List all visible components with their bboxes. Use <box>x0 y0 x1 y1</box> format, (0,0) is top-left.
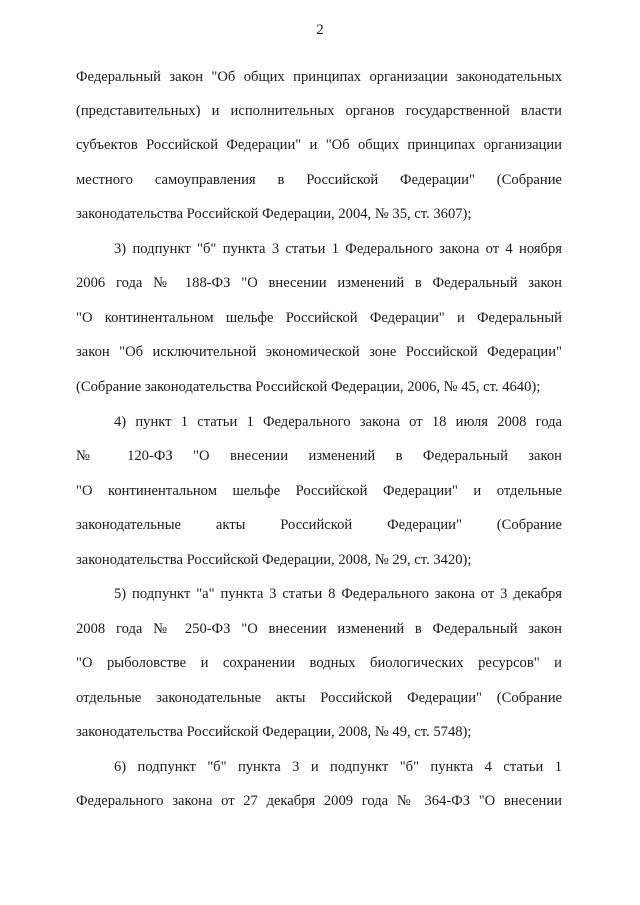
text-line: "О рыболовстве и сохранении водных биологических ресурсов" и <box>76 655 562 671</box>
page-number: 2 <box>316 22 324 38</box>
text-line: 3) подпункт "б" пункта 3 статьи 1 Федерального закона от 4 ноября <box>114 241 562 257</box>
text-line: закон "Об исключительной экономической зоне Российской Федерации" <box>76 344 562 360</box>
text-line: субъектов Российской Федерации" и "Об общих принципах организации <box>76 137 562 153</box>
text-line: Федерального закона от 27 декабря 2009 года № 364-ФЗ "О внесении <box>76 793 562 809</box>
text-line: законодательства Российской Федерации, 2004, № 35, ст. 3607); <box>76 206 472 222</box>
text-line: (Собрание законодательства Российской Федерации, 2006, № 45, ст. 4640); <box>76 379 541 395</box>
text-line: местного самоуправления в Российской Федерации" (Собрание <box>76 172 562 188</box>
text-line: (представительных) и исполнительных органов государственной власти <box>76 103 562 119</box>
text-line: Федеральный закон "Об общих принципах организации законодательных <box>76 69 562 85</box>
text-line: "О континентальном шельфе Российской Федерации" и Федеральный <box>76 310 562 326</box>
text-line: 5) подпункт "а" пункта 3 статьи 8 Федерального закона от 3 декабря <box>114 586 562 602</box>
text-line: отдельные законодательные акты Российской Федерации" (Собрание <box>76 690 562 706</box>
text-line: "О континентальном шельфе Российской Федерации" и отдельные <box>76 483 562 499</box>
text-line: законодательные акты Российской Федерации" (Собрание <box>76 517 562 533</box>
text-line: законодательства Российской Федерации, 2008, № 29, ст. 3420); <box>76 552 472 568</box>
text-line: № 120-ФЗ "О внесении изменений в Федеральный закон <box>76 448 562 464</box>
text-line: 2008 года № 250-ФЗ "О внесении изменений в Федеральный закон <box>76 621 562 637</box>
text-line: 4) пункт 1 статьи 1 Федерального закона от 18 июля 2008 года <box>114 414 562 430</box>
text-line: 6) подпункт "б" пункта 3 и подпункт "б" пункта 4 статьи 1 <box>114 759 562 775</box>
text-line: законодательства Российской Федерации, 2008, № 49, ст. 5748); <box>76 724 472 740</box>
text-line: 2006 года № 188-ФЗ "О внесении изменений в Федеральный закон <box>76 275 562 291</box>
